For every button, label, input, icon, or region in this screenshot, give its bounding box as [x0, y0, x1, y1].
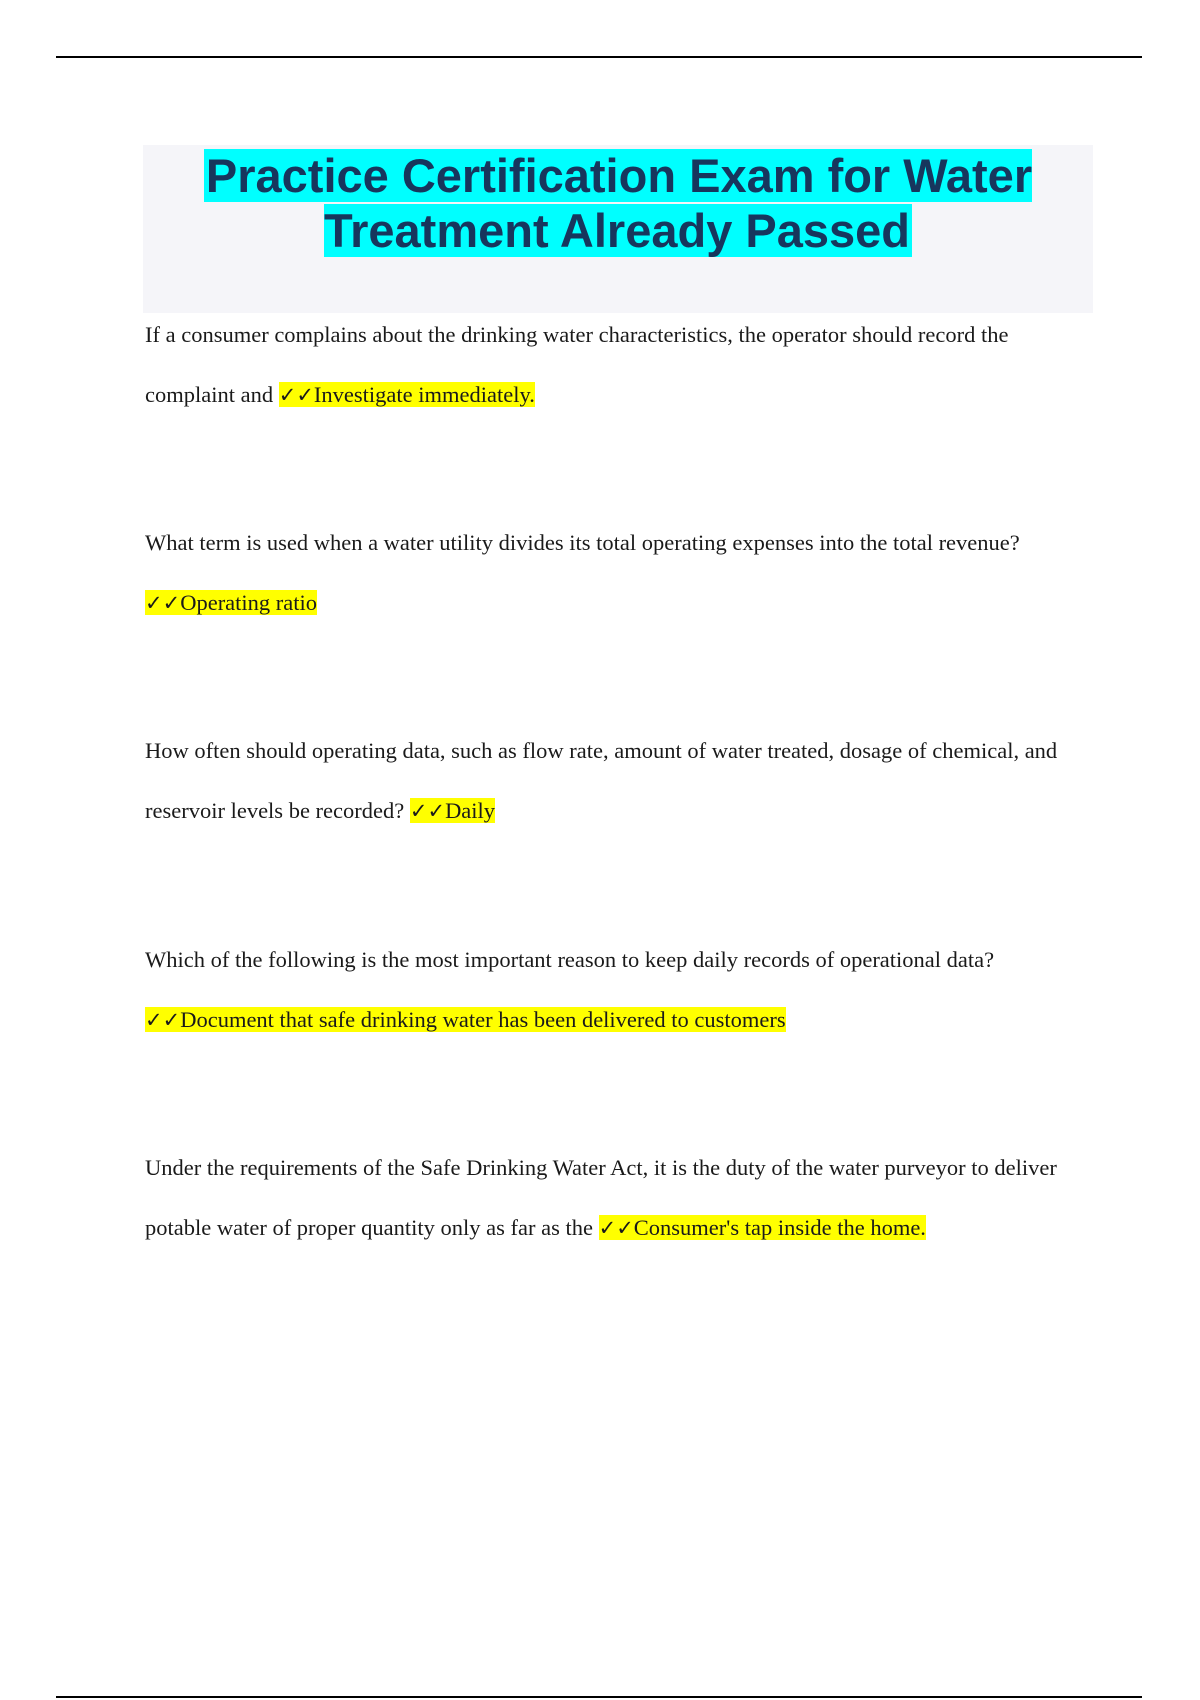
- question-text: If a consumer complains about the drinking water characteristics, the operator should record the complaint and: [145, 322, 1009, 407]
- qa-item: [145, 930, 1095, 1050]
- double-check-icon: ✓✓: [409, 799, 446, 823]
- answer-text: Consumer's tap inside the home.: [633, 1215, 926, 1240]
- answer-text: Daily: [445, 798, 496, 823]
- answer-highlight: [145, 1007, 786, 1032]
- qa-item: [145, 513, 1095, 633]
- title-block: [143, 145, 1093, 313]
- double-check-icon: ✓✓: [145, 1008, 181, 1032]
- question-text: Under the requirements of the Safe Drinking Water Act, it is the duty of the water purveyor to deliver potable water of proper quantity only as far as the: [145, 1155, 1057, 1240]
- footer-rule: [56, 1696, 1142, 1698]
- qa-item: [145, 721, 1095, 841]
- answer-highlight: [145, 590, 317, 615]
- header-rule: [56, 56, 1142, 58]
- question-text: What term is used when a water utility divides its total operating expenses into the total revenue?: [145, 530, 1020, 555]
- qa-item: [145, 1138, 1095, 1258]
- answer-text: Operating ratio: [180, 590, 318, 615]
- double-check-icon: ✓✓: [598, 1216, 634, 1240]
- document-title: [143, 148, 1093, 258]
- answer-text: Investigate immediately.: [313, 382, 535, 407]
- answer-highlight: [599, 1215, 926, 1240]
- answer-text: Document that safe drinking water has been delivered to customers: [180, 1007, 786, 1032]
- double-check-icon: ✓✓: [145, 591, 181, 615]
- answer-highlight: [410, 798, 495, 823]
- question-text: How often should operating data, such as flow rate, amount of water treated, dosage of chemical, and reservoir levels be recorded?: [145, 738, 1058, 823]
- qa-item: [145, 305, 1095, 425]
- question-text: Which of the following is the most important reason to keep daily records of operational data?: [145, 947, 995, 972]
- answer-highlight: [279, 382, 535, 407]
- document-title-text: Practice Certification Exam for Water Treatment Already Passed: [205, 149, 1033, 257]
- double-check-icon: ✓✓: [278, 383, 314, 407]
